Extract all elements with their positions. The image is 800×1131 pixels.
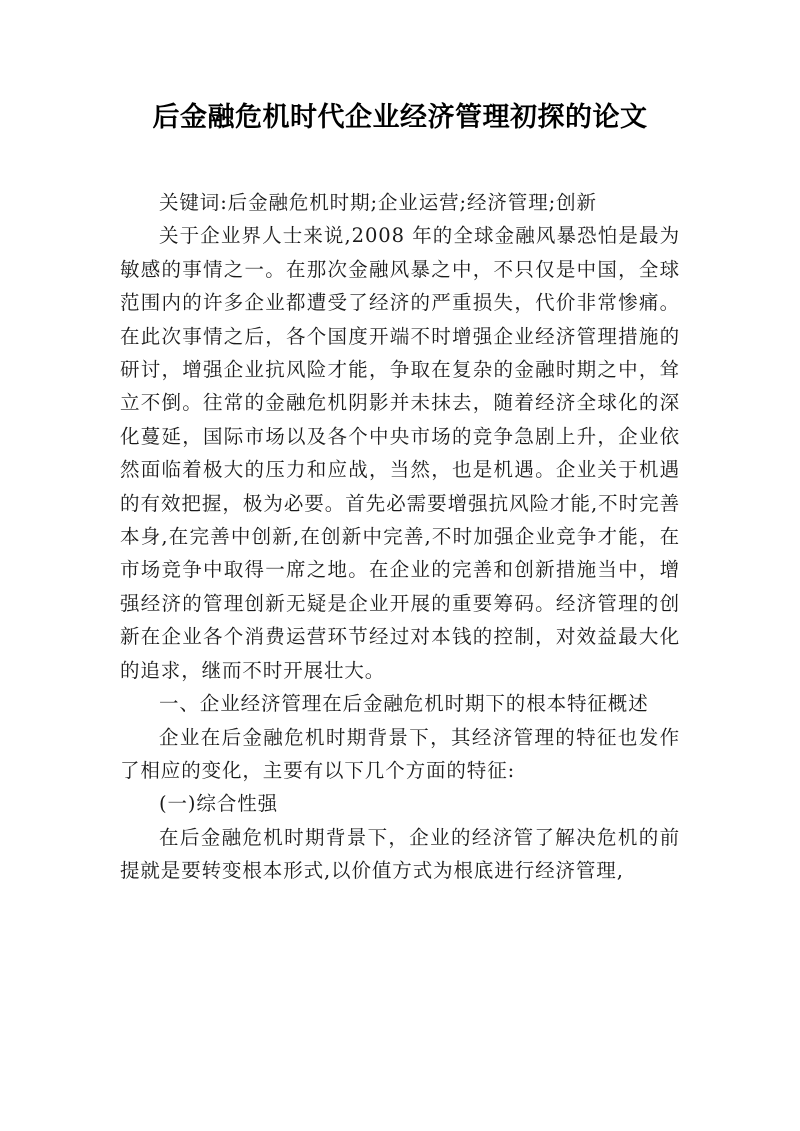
subsection-paragraph: 在后金融危机时期背景下，企业的经济管了解决危机的前提就是要转变根本形式,以价值方式为根底进行经济管理,: [120, 825, 680, 883]
document-title: 后金融危机时代企业经济管理初探的论文: [152, 102, 648, 133]
section-paragraph: 企业在后金融危机时期背景下，其经济管理的特征也发作了相应的变化，主要有以下几个方面的特征:: [120, 725, 680, 782]
section-heading: 一、企业经济管理在后金融危机时期下的根本特征概述: [159, 692, 649, 716]
document-body: [120, 186, 680, 888]
intro-paragraph: 关于企业界人士来说,2008 年的全球金融风暴恐怕是最为敏感的事情之一。在那次金融风暴之中，不只仅是中国，全球范围内的许多企业都遭受了经济的严重损失，代价非常惨痛。在此次事情之后，各个国度开端不时增强企业经济管理措施的研讨，增强企业抗风险才能，争取在复杂的金融时期之中，耸立不倒。往常的金融危机阴影并未抹去，随着经济全球化的深化蔓延，国际市场以及各个中央市场的竞争急剧上升，企业依然面临着极大的压力和应战，当然，也是机遇。企业关于机遇的有效把握，极为必要。首先必需要增强抗风险才能,不时完善本身,在完善中创新,在创新中完善,不时加强企业竞争才能，在市场竞争中取得一席之地。在企业的完善和创新措施当中，增强经济的管理创新无疑是企业开展的重要筹码。经济管理的创新在企业各个消费运营环节经过对本钱的控制，对效益最大化的追求，继而不时开展壮大。: [120, 224, 680, 682]
subsection-heading: (一)综合性强: [159, 792, 279, 816]
keywords-paragraph: 关键词:后金融危机时期;企业运营;经济管理;创新: [159, 191, 597, 214]
